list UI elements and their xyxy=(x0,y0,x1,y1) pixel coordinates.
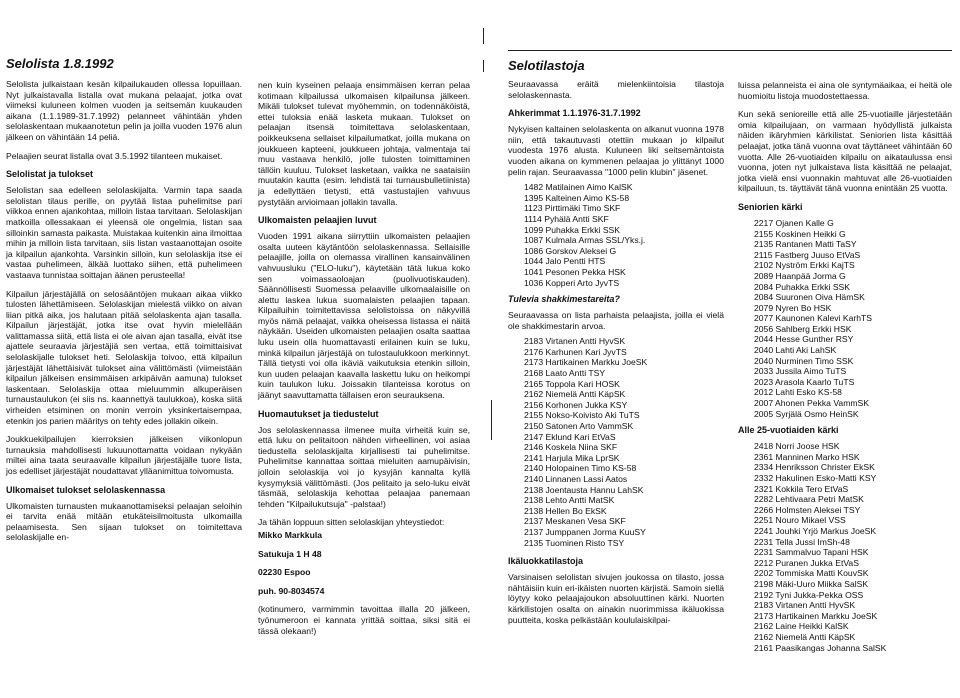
list-item: 2102 Nyström Erkki KajTS xyxy=(754,260,855,271)
list-item: 2012 Lahti Esko KS-58 xyxy=(754,387,842,398)
list-item: 1123 Pirttimäki Timo SKF xyxy=(524,203,621,214)
list-item: 2155 Nokso-Koivisto Aki TuTS xyxy=(524,410,640,421)
column-selotilastoja xyxy=(508,58,724,633)
contact-name: Mikko Markkula xyxy=(258,529,322,540)
list-item: 2044 Hesse Gunther RSY xyxy=(754,334,854,345)
ordering-paragraph: Selolistan saa edelleen seloIaskijalta. Varmin tapa saada selolistan tilaus perille, on pyytää listaa puhelimitse pari viikkoa ennen ajankohtaa, milloin listaa tarvitaan. Selolaskijan matkoilla ollessakaan ei yleensä ole ongelmia, listan saa silloinkin samasta paikasta. Muistakaa kuitenkin aina ilmoittaa mihin ja milloin lista tarvitaan, siis listan vastaanottajan osoite ja kilpailun ajankohta. Varsinkin silloin, kun selolaskija itse ei vastaa puhelimeen, älkää luottako siihen, että puhelimeen vastaava tunnistaa soittajan äänen perusteella! xyxy=(6,185,242,280)
list-item: 2005 Syrjälä Osmo HeinSK xyxy=(754,408,859,419)
list-item: 2231 Sammalvuo Tapani HSK xyxy=(754,547,869,558)
list-item: 2150 Satonen Arto VammSK xyxy=(524,421,634,432)
section-title-selolista: Selolista 1.8.1992 xyxy=(6,56,114,71)
list-item: 2040 Nurminen Timo SSK xyxy=(754,355,854,366)
list-item: 2168 Laato Antti TSY xyxy=(524,368,606,379)
list-item: 2040 Lahti Aki LahSK xyxy=(754,345,837,356)
list-item: 2089 Haanpää Jorma G xyxy=(754,270,846,281)
heading-ikaluokka: Ikäluokkatilastoja xyxy=(508,556,584,567)
list-item: 2023 Arasola Kaarlo TuTS xyxy=(754,376,855,387)
list-item: 2138 Lehto Antti MatSK xyxy=(524,495,615,506)
list-1000-club xyxy=(508,182,724,288)
list-item: 2183 Virtanen Antti HyvSK xyxy=(524,336,626,347)
list-item: 2137 Meskanen Vesa SKF xyxy=(524,516,626,527)
age-paragraph-2: Kun sekä senioreille että alle 25-vuotiaille järjestetään omia kilpailujaan, on varmaan hyödyllistä julkaista näiden ikäryhmien kärkilistat. Seniorien lista käsittää pelaajat, jotka tänä vuonna ovat täyttäneet vähintään 60 vuotta. Alle 26-vuotiaiden kilpailu on aikataulussa ensi vuonna, joten nyt julkaistava lista käsittää ne pelaajat, jotka vielä ensi vuonnakin mahtuvat alle 26-vuotiaiden kilpailuun, ts. täyttävät tänä vuonna enintään 25 vuotta. xyxy=(738,109,952,194)
list-item: 2141 Harjula Mika LprSK xyxy=(524,452,620,463)
list-item: 2084 Puhakka Erkki SSK xyxy=(754,281,851,292)
heading-seniorien: Seniorien kärki xyxy=(738,201,803,212)
column-selolista xyxy=(6,56,242,551)
list-item: 1114 Pyhälä Antti SKF xyxy=(524,213,609,224)
list-under-25 xyxy=(738,441,952,653)
column-rule-mid xyxy=(491,400,492,440)
list-item: 2173 Hartikainen Markku JoeSK xyxy=(524,357,648,368)
inquiries-paragraph: Jos selolaskennassa ilmenee muita virheitä kuin se, että luku on pelitaitoon nähden virheellinen, voi asiaa tiedustella selolaskijalta kirjallisesti tai puhelimitse. Puhelimitse kannattaa soittaa mieluiten aamupäivisin, jolloin selolaskija voi jo kysyjän kannalta kyllä kysymyksiä välittömästi. (Jos pelitaito ja selo-luku eivät täsmää, selolaskija kehottaa pelaajaa panemaan tehden "Kilpailukutsuja" -palstaa!) xyxy=(258,424,470,509)
organizer-paragraph: Kilpailun järjestäjällä on selosääntöjen mukaan aikaa viikko tulosten lähettämiseen. Selolaskijan mielestä viikko on aivan liian pitkä aika, jos halutaan pitää selolaskenta ajan tasalla. Kilpailun järjestäjät, jotka itse ovat hyvin mielellään valittamassa siitä, että lista ei ole aivan ajan tasalla, eivät itse ajattele seuraavia järjestäjiä sen vertaa, että toimittaisivat selolaskijalle tulokset heti. Selolaskija toivoo, että kilpailun järjestäjät lähettäisivät tulokset aina välittömästi (viimeistään kilpailun jälkeisen ensimmäisen arkipäivän aamuna) tulokset laskentaan. Selolaskija ottaa mieluummin alkuperäisen turnaustaulukon (ei siis ns. kaannettyä taulukkoa), koska siitä virheiden etsiminen on monin verroin yksinkertaisempaa, etenkin jos parien määritys on tehty edes jollakin oikein. xyxy=(6,288,242,426)
list-item: 1099 Puhakka Erkki SSK xyxy=(524,224,621,235)
list-item: 1482 Matilainen Aimo KalSK xyxy=(524,182,633,193)
list-item: 2084 Suuronen Oiva HämSK xyxy=(754,292,865,303)
heading-ulkomaiset: Ulkomaiset tulokset selolaskennassa xyxy=(6,484,166,495)
list-item: 2135 Tuominen Risto TSY xyxy=(524,537,625,548)
header-rule xyxy=(508,50,952,51)
list-item: 2266 Holmsten Aleksei TSY xyxy=(754,504,861,515)
heading-selolistat: Selolistat ja tulokset xyxy=(6,169,94,180)
list-item: 1041 Pesonen Pekka HSK xyxy=(524,266,626,277)
list-item: 2115 Fastberg Juuso EtVaS xyxy=(754,249,861,260)
column-rule-left xyxy=(483,28,484,44)
list-item: 2418 Norri Joose HSK xyxy=(754,441,840,452)
list-item: 2137 Jumppanen Jorma KuuSY xyxy=(524,526,646,537)
heading-pelaajien-luvut: Ulkomaisten pelaajien luvut xyxy=(258,215,377,226)
tulevia-paragraph: Seuraavassa on lista parhaista pelaajista, joilla ei vielä ole shakkimestarin arvoa. xyxy=(508,310,724,331)
list-item: 2056 Sahlberg Erkki HSK xyxy=(754,323,852,334)
players-paragraph: Vuoden 1991 aikana siirryttiin ulkomaisten pelaajien osalta uuteen käytäntöön selolaskennassa. Sellaisille pelaajille, joilla on olemassa virallinen kansainvälinen vahvuusluku ("ELO-luku"), käytetään tätä lukua koko sen voimassaoloajan (puolivuotiskauden). Säännöllisesti Suomessa pelaaville ulkomaalaisille on alettu laskea lukua suomalaisten pelaajien tapaan. Kilpailuihin toimitettavissa selolistoissa on näkyvillä myös nämä pelaajat, vaikka oheisessa listassa ei näitä näykään. Useiden ulkomaisten pelaajien osalta saattaa luku usein olla huomattavasti erilainen kuin se luku, minkä kilpailun järjestäjä on tulostaulukkoon merkinnyt. Tällä tietysti voi olla ikäviä vaikutuksia etenkin silloin, kun uuden pelaajan kaavalla laskettu luku on heikompi kuin taulukon luku. Joissakin tilanteissa korotus on jäänyt saavuttamatta tällaisen eron seurauksena. xyxy=(258,231,470,401)
list-item: 2140 Linnanen Lassi Aatos xyxy=(524,474,628,484)
team-paragraph: Joukkuekilpailujen kierroksien jälkeisen viikonlopun turnauksia mahdollisesti lukuunottamatta voidaan nykyään miltei aina taata seuraavalle kilpailun järjestäjälle tuore lista, jos edelliset järjestäjät noudattavat ylläanimittua toivomusta. xyxy=(6,434,242,476)
list-item: 2202 Tommiska Matti KouvSK xyxy=(754,568,869,579)
list-seniors xyxy=(738,218,952,419)
list-item: 2138 Joentausta Hannu LahSK xyxy=(524,484,644,495)
age-paragraph-1: luissa pelanneista ei aina ole syntymäaikaa, ei heitä ole huomioitu listoja muodostettaessa. xyxy=(738,80,952,101)
list-item: 1395 Kalteinen Aimo KS-58 xyxy=(524,192,630,203)
list-item: 2176 Karhunen Kari JyvTS xyxy=(524,346,627,357)
list-item: 2282 Lehtivaara Petri MatSK xyxy=(754,494,864,505)
contact-street: Satukuja 1 H 48 xyxy=(258,548,322,559)
list-item: 2162 Niemelä Antti KäpSK xyxy=(524,389,626,400)
list-item: 2146 Koskela Niina SKF xyxy=(524,442,618,453)
list-item: 2361 Manninen Marko HSK xyxy=(754,451,860,462)
list-item: 2161 Paasikangas Johanna SalSK xyxy=(754,642,887,653)
contact-note: (kotinumero, varmimmin tavoittaa illalla 20 jälkeen, työnumeroon ei kannata yrittää soittaa, siksi sitä ei tässä olekaan!) xyxy=(258,604,470,636)
list-item: 2033 Jussila Aimo TuTS xyxy=(754,366,847,377)
list-item: 1087 Kulmala Armas SSL/Yks.j. xyxy=(524,235,646,246)
list-item: 1086 Gorskov Aleksei G xyxy=(524,245,617,256)
ahkerimmat-paragraph: Nykyisen kaltainen selolaskenta on alkanut vuonna 1978 niin, että takautuvasti otettiin mukaan jo kilpailut vuodesta 1976 alusta. Kuluneen liki seitsemäntoista vuoden aikana on kymmenen pelaajaa jo ylittänyt 1000 pelin rajan. Seuraavassa "1000 pelin klubin" jäsenet. xyxy=(508,124,724,177)
list-item: 2217 Ojanen Kalle G xyxy=(754,217,834,228)
list-item: 2155 Koskinen Heikki G xyxy=(754,228,846,239)
list-item: 2231 Tella Jussi ImSh-48 xyxy=(754,536,850,547)
list-item: 2156 Korhonen Jukka KSY xyxy=(524,399,628,410)
ikaluokka-paragraph: Varsinaisen selolistan sivujen joukossa on tilasto, jossa nähtäisiin kuin eri-ikäisten nuorten kärjistä. Samoin siellä löytyy koko pelaajajoukon absoluuttinen kärki. Nuorten kärkilistojen osalta on ainakin nuorimmissa ikäluokissa puutteita, koska pelkästään koululaiskilpai- xyxy=(508,572,724,625)
section-title-selotilastoja: Selotilastoja xyxy=(508,58,585,73)
list-item: 2165 Toppola Kari HOSK xyxy=(524,378,620,389)
list-item: 2192 Tyni Jukka-Pekka OSS xyxy=(754,589,864,600)
column-continued xyxy=(258,80,470,644)
contact-intro: Ja tähän loppuun sitten selolaskijan yhteystiedot: xyxy=(258,517,445,528)
list-item: 2140 Holopainen Timo KS-58 xyxy=(524,463,637,474)
list-item: 2198 Mäki-Uuro Miikka SalSK xyxy=(754,578,869,589)
intro-paragraph: Selolista julkaistaan kesän kilpailukauden ollessa lopuillaan. Nyt julkaistavalla listalla ovat mukana pelaajat, jotka ovat viimeksi kuluneen kolmen vuoden ja seitsemän kuukauden aikana (1.1.1989-31.7.1992) pelanneet vähintään yhden selolaskentaan mukaanotetun pelin ja joilla vuoden 1976 alun jälkeen on vähintään 14 peliä. xyxy=(6,79,242,142)
list-item: 2251 Nouro Mikael VSS xyxy=(754,515,846,526)
list-item: 1044 Jalo Pentti HTS xyxy=(524,256,606,267)
contact-phone: puh. 90-8034574 xyxy=(258,585,325,596)
list-item: 2138 Hellen Bo EkSK xyxy=(524,505,607,516)
clubs-paragraph: Pelaajien seurat listalla ovat 3.5.1992 tilanteen mukaiset. xyxy=(6,150,223,161)
list-item: 2241 Jouhki Yrjö Markus JoeSK xyxy=(754,525,877,536)
column-age-groups xyxy=(738,80,952,653)
list-item: 1036 Kopperi Arto JyvTS xyxy=(524,277,620,288)
list-item: 2147 Eklund Kari EtVaS xyxy=(524,431,616,442)
list-item: 2079 Nyren Bo HSK xyxy=(754,302,832,313)
list-item: 2173 Hartikainen Markku JoeSK xyxy=(754,610,878,621)
list-item: 2162 Niemelä Antti KäpSK xyxy=(754,631,856,642)
column-rule-left-lower xyxy=(483,60,484,72)
list-item: 2162 Laine Heikki KalSK xyxy=(754,621,849,632)
heading-tulevia: Tulevia shakkimestareita? xyxy=(508,294,620,305)
list-item: 2212 Puranen Jukka EtVaS xyxy=(754,557,859,568)
list-item: 2332 Hakulinen Esko-Matti KSY xyxy=(754,473,877,483)
list-item: 2135 Rantanen Matti TaSY xyxy=(754,239,857,250)
list-item: 2321 Kokkila Tero EtVaS xyxy=(754,483,849,494)
list-item: 2007 Ahonen Pekka VammSK xyxy=(754,398,869,409)
foreign-paragraph: Ulkomaisten turnausten mukaanottamiseksi pelaajan seloihin ei tarvita enää mitään etukäteisilmoitusta ulkomailla pelaamisesta. Sen sijaan tulokset on toimitettava selolaskijalle en- xyxy=(6,500,242,543)
list-item: 2334 Henriksson Christer EkSK xyxy=(754,462,875,473)
contact-city: 02230 Espoo xyxy=(258,567,311,578)
heading-ahkerimmat: Ahkerimmat 1.1.1976-31.7.1992 xyxy=(508,108,641,119)
list-item: 2077 Kaunonen Kalevi KarhTS xyxy=(754,313,873,324)
heading-alle25: Alle 25-vuotiaiden kärki xyxy=(738,425,839,436)
continued-paragraph: nen kuin kyseinen pelaaja ensimmäisen kerran pelaa kotimaan kilpailussa ulkomaisen kilpailunsa jälkeen. Mikäli tulokset tulevat myöhemmin, on todennäköistä, ettei tuloksia enää lasketa mukaan. Tulokset on pelaajan itsensä toimitettava selolaskentaan, poikkeuksena sellaiset kilpailumatkat, joilla mukana on joukkueen kapteeni, joukkueen johtaja, valmentaja tai muu vastaava henkilö, jolle tulosten toimittaminen tällöin kuuluu. Tulokset lasketaan, vaikka ne saataisiin muutakin kautta (esim. lehdistä tai turnausbulletiinista) ja edellyttäen tietysti, että vastustajien vahvuus pystytään arvioimaan jollakin tavalla. xyxy=(258,80,470,207)
stats-intro: Seuraavassa eräitä mielenkiintoisia tilastoja selolaskennasta. xyxy=(508,79,724,100)
heading-huomautukset: Huomautukset ja tiedustelut xyxy=(258,408,379,419)
list-item: 2183 Virtanen Antti HyvSK xyxy=(754,600,856,611)
list-future-masters xyxy=(508,336,724,548)
